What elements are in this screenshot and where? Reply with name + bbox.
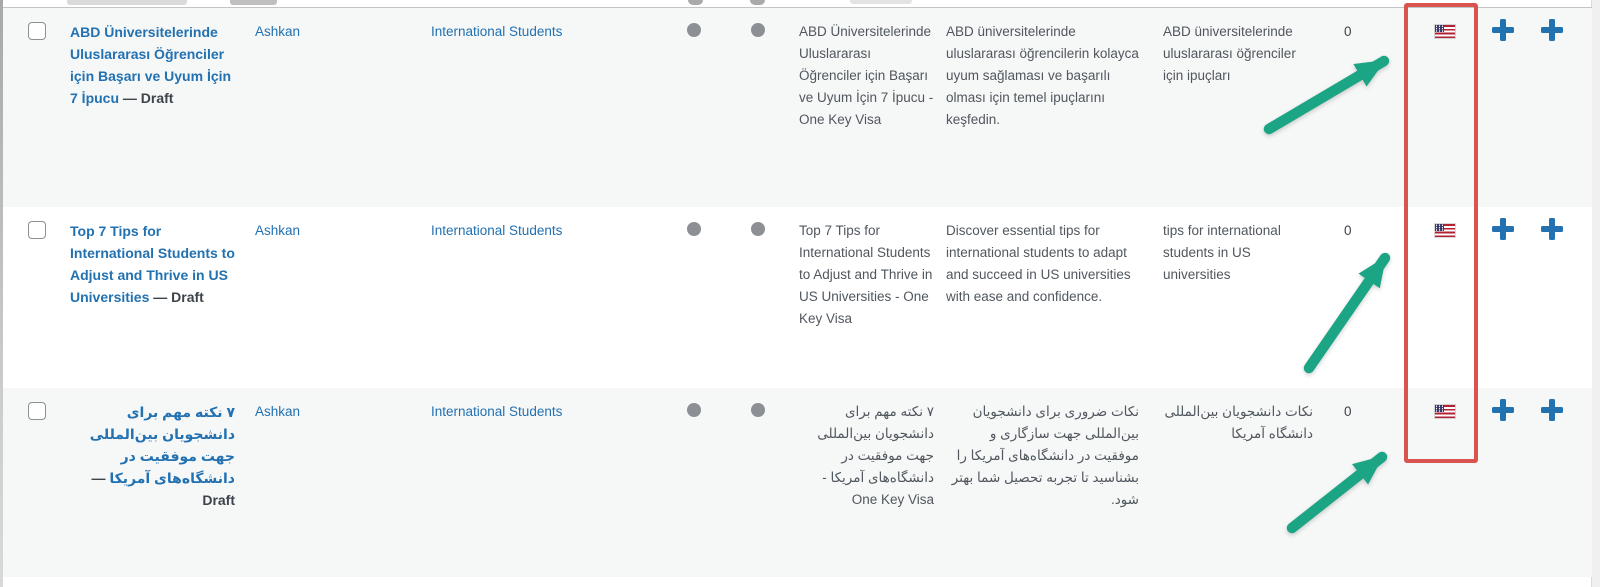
seo-status-cell bbox=[662, 8, 726, 37]
checkbox-cell bbox=[0, 207, 60, 246]
post-row bbox=[0, 388, 1592, 577]
gray-dot-icon bbox=[751, 403, 765, 417]
cropped-row-remnant bbox=[850, 0, 912, 4]
categories-cell bbox=[421, 8, 662, 43]
add-translation-button[interactable] bbox=[1541, 399, 1563, 421]
screenshot-left-edge bbox=[0, 0, 3, 587]
author-cell bbox=[245, 8, 421, 43]
gray-dot-icon bbox=[687, 222, 701, 236]
add-translation-cell bbox=[1527, 207, 1592, 240]
gray-dot-icon bbox=[687, 403, 701, 417]
count-cell: 0 bbox=[1344, 404, 1352, 419]
seo-status-cell bbox=[662, 207, 726, 236]
add-translation-cell bbox=[1527, 8, 1592, 41]
author-cell bbox=[245, 207, 421, 242]
add-translation-cell bbox=[1479, 388, 1527, 421]
posts-table bbox=[0, 7, 1592, 577]
focus-keyword-cell: tips for international students in US universities bbox=[1163, 223, 1281, 282]
row-checkbox[interactable] bbox=[28, 22, 46, 40]
post-title-link[interactable]: Top 7 Tips for International Students to Adjust and Thrive in US Universities bbox=[70, 223, 235, 305]
add-translation-button[interactable] bbox=[1492, 19, 1514, 41]
post-title-link[interactable]: ۷ نکته مهم برای دانشجویان بین‌المللی جهت موفقیت در دانشگاه‌های آمریکا bbox=[89, 404, 235, 486]
language-cell bbox=[1379, 8, 1479, 45]
count-cell: 0 bbox=[1344, 223, 1352, 238]
checkbox-cell bbox=[0, 388, 60, 427]
cropped-row-remnant bbox=[230, 0, 277, 5]
post-status: — Draft bbox=[153, 289, 204, 305]
title-cell bbox=[60, 207, 245, 308]
add-translation-cell bbox=[1479, 207, 1527, 240]
seo-status-cell bbox=[662, 388, 726, 417]
post-status: — Draft bbox=[122, 90, 174, 106]
categories-cell bbox=[421, 388, 662, 423]
author-cell bbox=[245, 388, 421, 423]
post-status: — Draft bbox=[91, 470, 235, 508]
cropped-dot-remnant bbox=[750, 0, 765, 5]
add-translation-cell bbox=[1479, 8, 1527, 41]
readability-status-cell bbox=[726, 8, 789, 37]
gray-dot-icon bbox=[751, 222, 765, 236]
author-link[interactable]: Ashkan bbox=[255, 223, 301, 238]
count-cell: 0 bbox=[1344, 24, 1352, 39]
flag-canton bbox=[1435, 405, 1444, 412]
title-cell bbox=[60, 8, 245, 109]
us-flag-icon bbox=[1435, 25, 1455, 38]
add-translation-button[interactable] bbox=[1541, 218, 1563, 240]
cropped-dot-remnant bbox=[688, 0, 703, 5]
add-translation-button[interactable] bbox=[1541, 19, 1563, 41]
language-cell bbox=[1379, 388, 1479, 425]
add-translation-button[interactable] bbox=[1492, 218, 1514, 240]
author-link[interactable]: Ashkan bbox=[255, 404, 301, 419]
flag-canton bbox=[1435, 25, 1444, 32]
post-row bbox=[0, 207, 1592, 388]
seo-title-cell: ۷ نکته مهم برای دانشجویان بین‌المللی جهت موفقیت در دانشگاه‌های آمریکا - One Key Visa bbox=[817, 404, 934, 507]
focus-keyword-cell: نکات دانشجویان بین‌المللی دانشگاه آمریکا bbox=[1164, 404, 1313, 441]
seo-title-cell: Top 7 Tips for International Students to Adjust and Thrive in US Universities - One Key Visa bbox=[799, 223, 933, 326]
add-translation-button[interactable] bbox=[1492, 399, 1514, 421]
seo-description-cell: ABD üniversitelerinde uluslararası öğrencilerin kolayca uyum sağlaması ve başarılı olması için temel ipuçlarını keşfedin. bbox=[946, 24, 1139, 127]
gray-dot-icon bbox=[687, 23, 701, 37]
seo-title-cell: ABD Üniversitelerinde Uluslararası Öğrenciler için Başarı ve Uyum İçin 7 İpucu - One Key Visa bbox=[799, 24, 934, 127]
gray-dot-icon bbox=[751, 23, 765, 37]
us-flag-icon bbox=[1435, 224, 1455, 237]
post-row bbox=[0, 8, 1592, 207]
readability-status-cell bbox=[726, 388, 789, 417]
author-link[interactable]: Ashkan bbox=[255, 24, 301, 39]
row-checkbox[interactable] bbox=[28, 221, 46, 239]
post-title-link[interactable]: ABD Üniversitelerinde Uluslararası Öğrenciler için Başarı ve Uyum İçin 7 İpucu bbox=[70, 24, 232, 106]
language-cell bbox=[1379, 207, 1479, 244]
focus-keyword-cell: ABD üniversitelerinde uluslararası öğrenciler için ipuçları bbox=[1163, 24, 1296, 83]
checkbox-cell bbox=[0, 8, 60, 47]
category-link[interactable]: International Students bbox=[431, 223, 563, 238]
row-checkbox[interactable] bbox=[28, 402, 46, 420]
category-link[interactable]: International Students bbox=[431, 24, 563, 39]
readability-status-cell bbox=[726, 207, 789, 236]
flag-canton bbox=[1435, 224, 1444, 231]
us-flag-icon bbox=[1435, 405, 1455, 418]
add-translation-cell bbox=[1527, 388, 1592, 421]
seo-description-cell: Discover essential tips for international students to adapt and succeed in US universities with ease and confidence. bbox=[946, 223, 1131, 304]
cropped-row-remnant bbox=[67, 0, 187, 5]
admin-page-background bbox=[1591, 0, 1600, 587]
category-link[interactable]: International Students bbox=[431, 404, 563, 419]
categories-cell bbox=[421, 207, 662, 242]
seo-description-cell: نکات ضروری برای دانشجویان بین‌المللی جهت سازگاری و موفقیت در دانشگاه‌های آمریکا را بشناسید تا تجربه تحصیل شما بهتر شود. bbox=[951, 404, 1139, 507]
title-cell bbox=[60, 388, 245, 511]
